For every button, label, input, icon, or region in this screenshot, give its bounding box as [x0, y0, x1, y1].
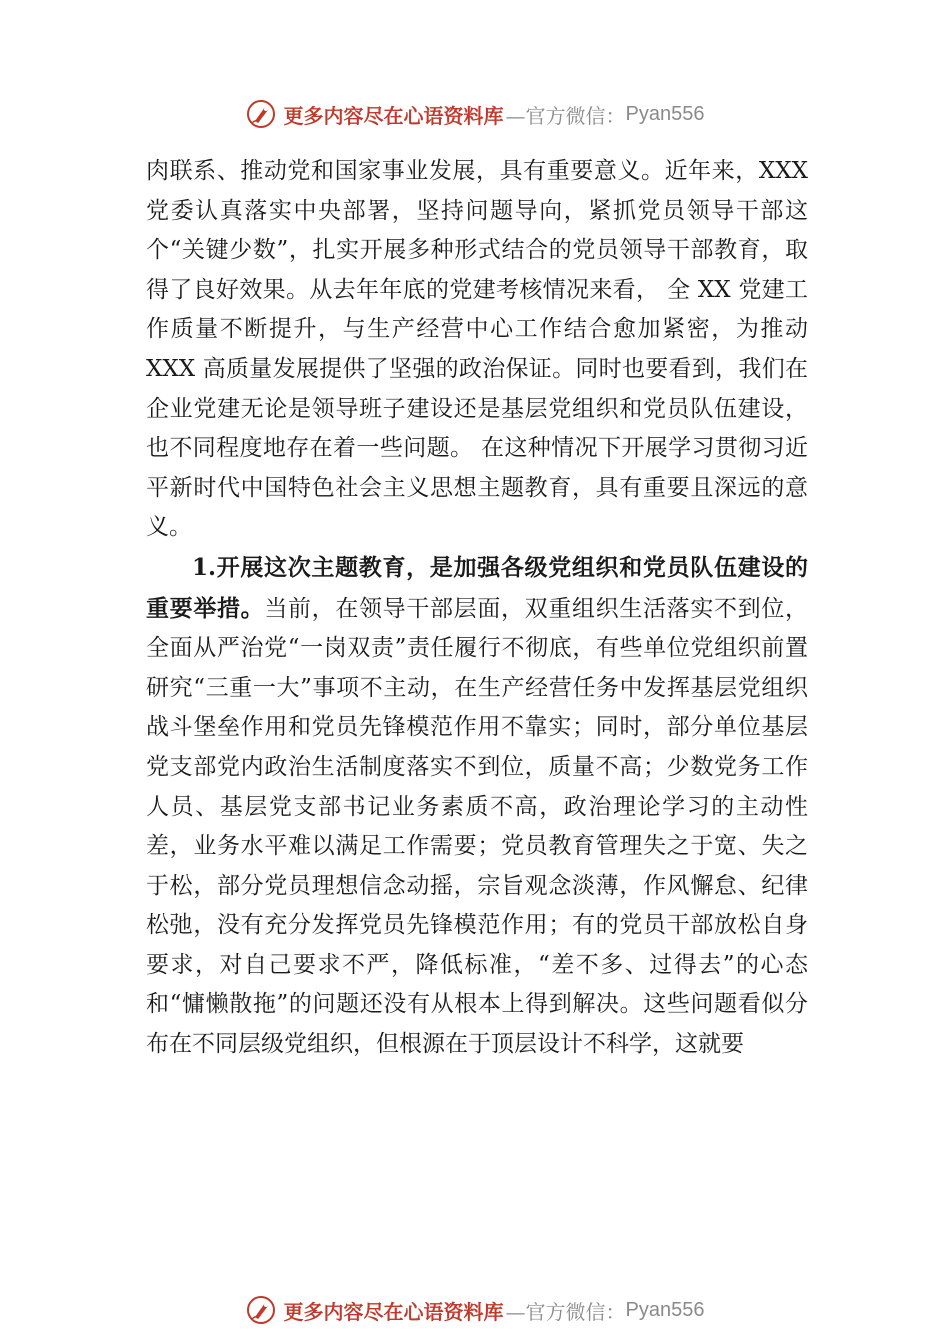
- paragraph-2-heading: 1.开展这次主题教育，是加强各级党组织和党员队伍建设的重要举措。: [146, 553, 808, 622]
- banner-wechat-id: Pyan556: [625, 102, 705, 125]
- paragraph-2: [146, 548, 808, 1065]
- document-body: [146, 152, 808, 1065]
- banner-wechat-id: Pyan556: [625, 1298, 705, 1321]
- banner-brand-text: 更多内容尽在心语资料库: [283, 103, 504, 128]
- paragraph-1: 肉联系、推动党和国家事业发展，具有重要意义。近年来，XXX 党委认真落实中央部署，坚持问题导向，紧抓党员领导干部这个“关键少数”，扎实开展多种形式结合的党员领导干部教育，取得了良好效果。从去年年底的党建考核情况来看， 全 XX 党建工作质量不断提升，与生产经营中心工作结合愈加紧密，为推动 XXX 高质量发展提供了坚强的政治保证。同时也要看到，我们在企业党建无论是领导班子建设还是基层党组织和党员队伍建设，也不同程度地存在着一些问题。 在这种情况下开展学习贯彻习近平新时代中国特色社会主义思想主题教育，具有重要且深远的意义。: [146, 158, 808, 541]
- pen-nib-logo-icon: [246, 1295, 276, 1325]
- pen-nib-logo-icon: [246, 99, 276, 129]
- header-banner: [0, 94, 950, 134]
- footer-banner: [0, 1290, 950, 1330]
- banner-separator-text: —官方微信：: [505, 1299, 626, 1324]
- banner-separator-text: —官方微信：: [505, 103, 626, 128]
- paragraph-2-text: 当前，在领导干部层面，双重组织生活落实不到位，全面从严治党“一岗双责”责任履行不彻底，有些单位党组织前置研究“三重一大”事项不主动，在生产经营任务中发挥基层党组织战斗堡垒作用和党员先锋模范作用不靠实；同时，部分单位基层党支部党内政治生活制度落实不到位，质量不高；少数党务工作人员、基层党支部书记业务素质不高，政治理论学习的主动性差，业务水平难以满足工作需要；党员教育管理失之于宽、失之于松，部分党员理想信念动摇，宗旨观念淡薄，作风懈怠、纪律松弛，没有充分发挥党员先锋模范作用；有的党员干部放松自身要求，对自己要求不严，降低标准，“差不多、过得去”的心态和“慵懒散拖”的问题还没有从根本上得到解决。这些问题看似分布在不同层级党组织，但根源在于顶层设计不科学，这就要: [146, 595, 809, 1058]
- banner-brand-text: 更多内容尽在心语资料库: [283, 1299, 504, 1324]
